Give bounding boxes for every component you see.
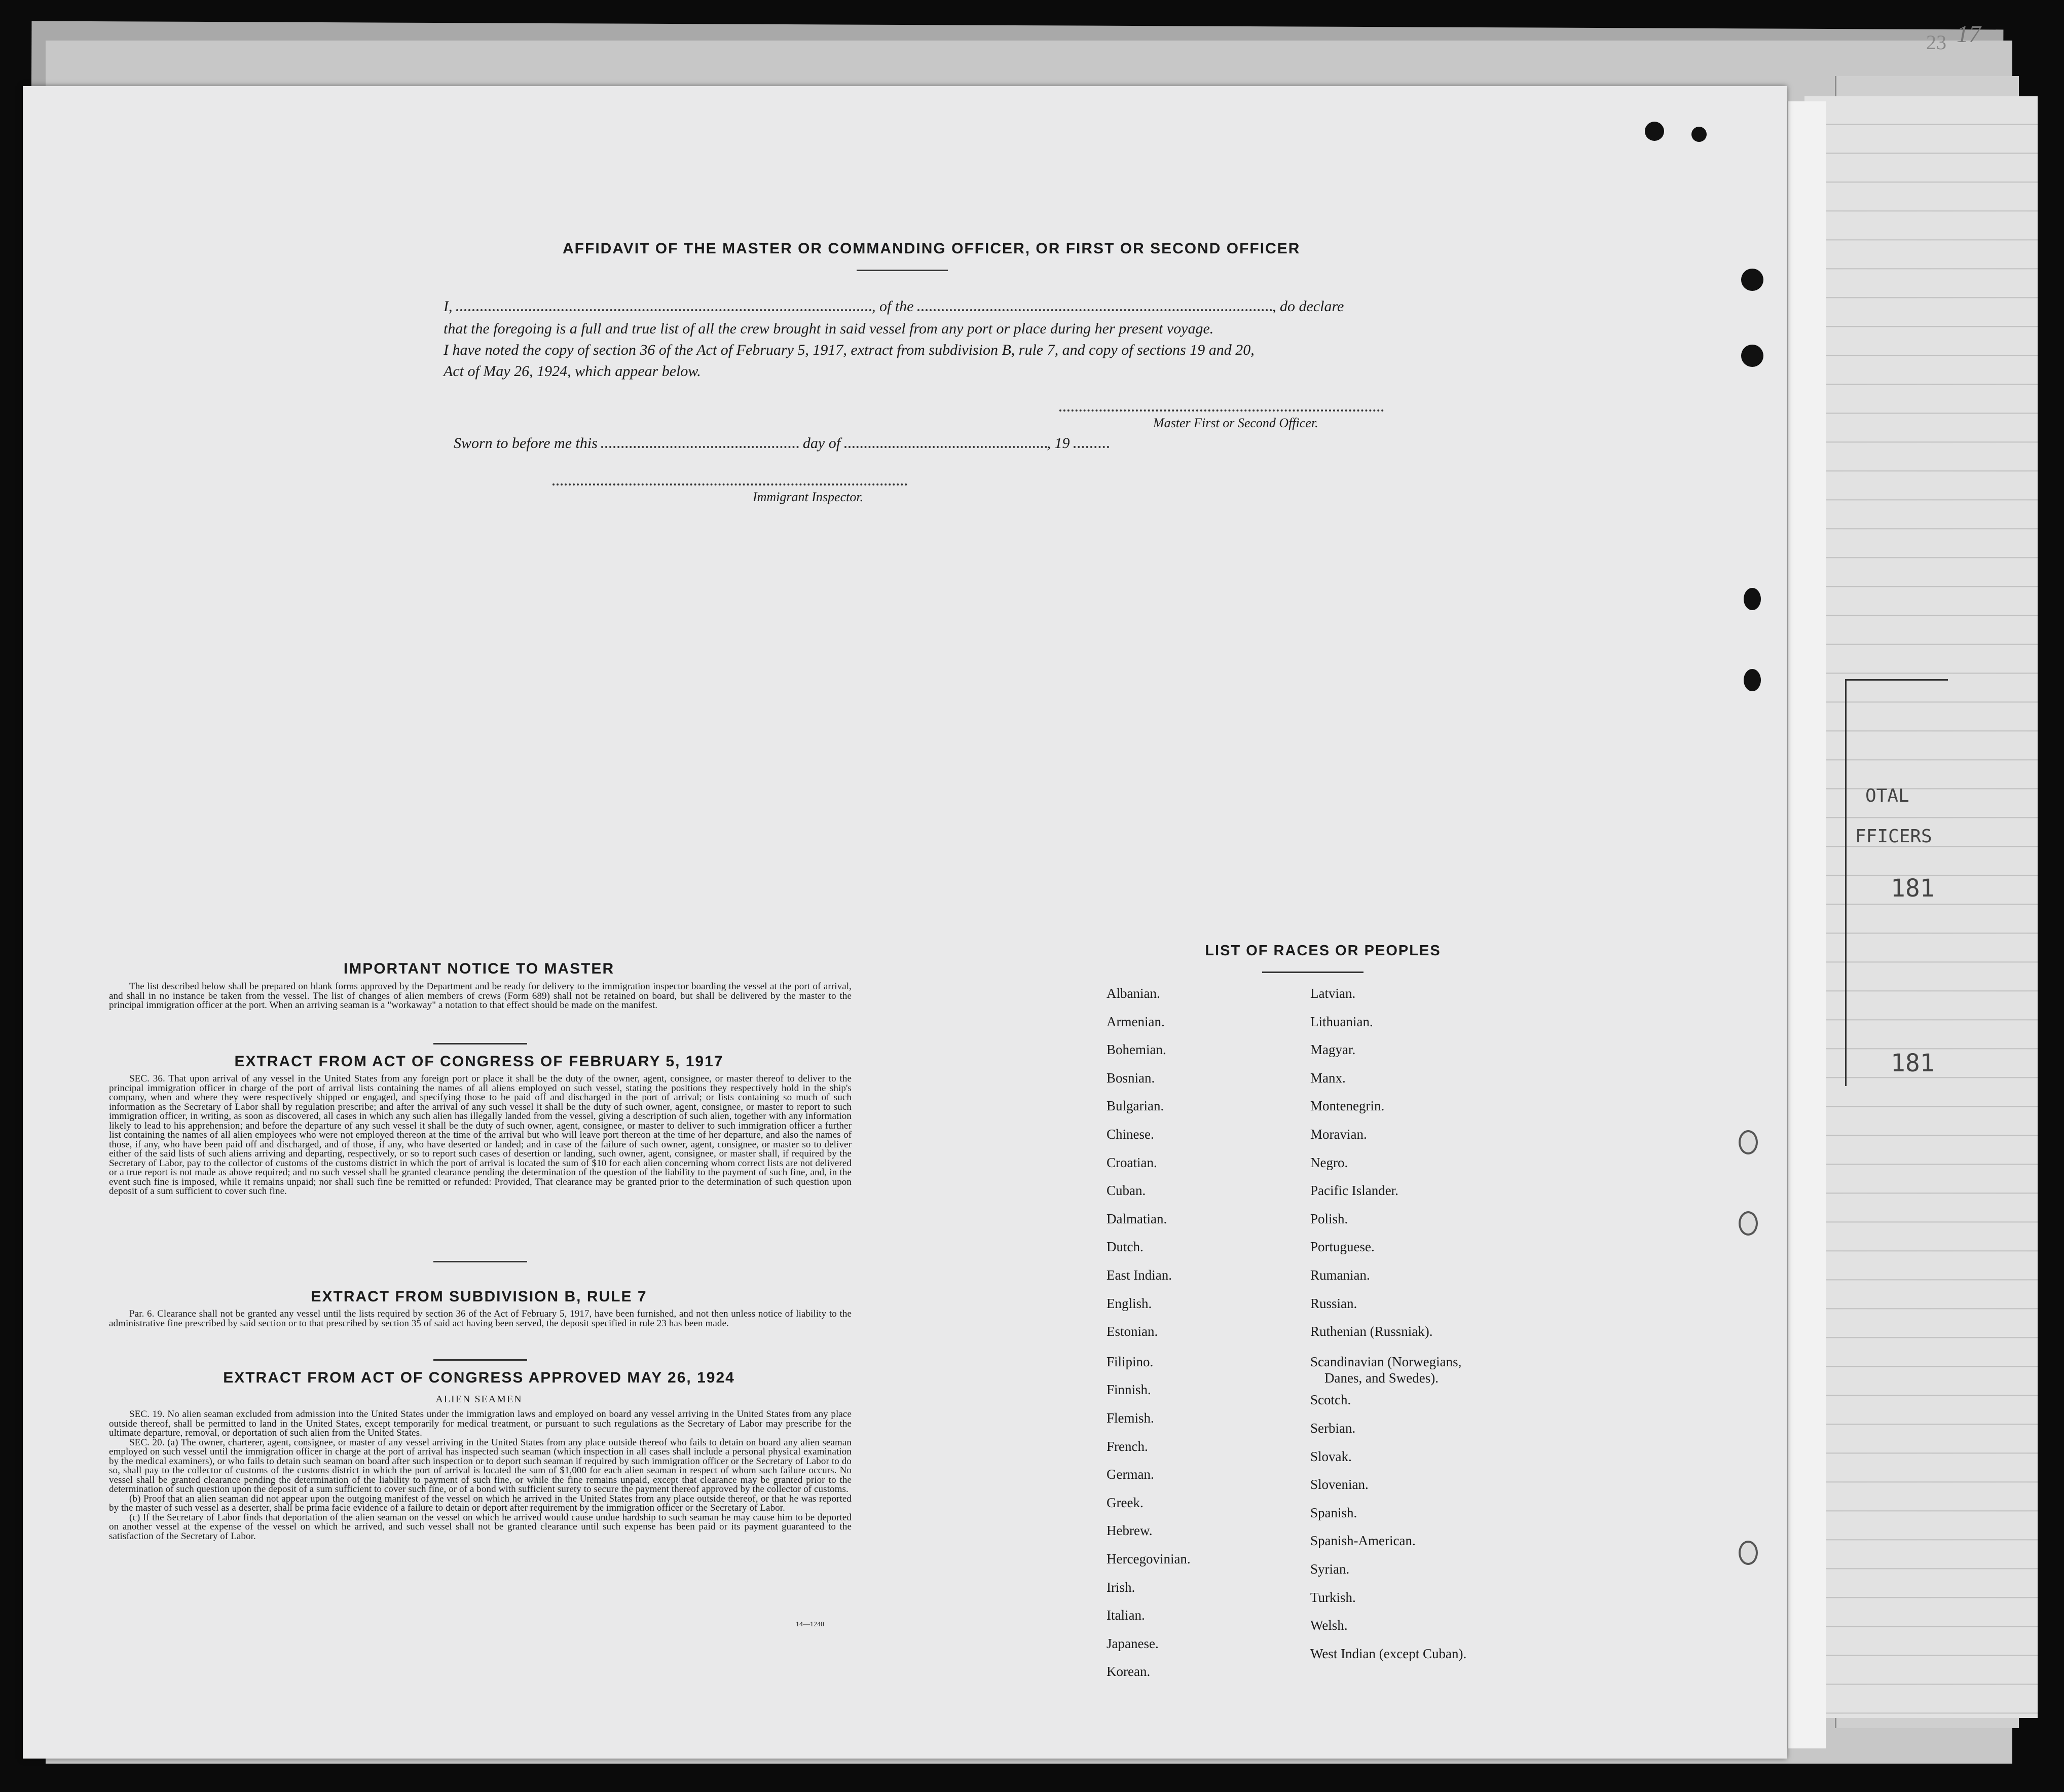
- form-number: 14—1240: [796, 1621, 824, 1628]
- race-item: Manx.: [1310, 1070, 1346, 1086]
- race-item: Pacific Islander.: [1310, 1183, 1398, 1199]
- race-item: Irish.: [1107, 1579, 1135, 1595]
- section-19-paragraph: SEC. 19. No alien seaman excluded from admission into the United States under the immigration laws and employed on board any vessel arriving in the United States from any place outside thereof, shall be permitted to land in the United States, except temporarily for medical treatment, or pursuant to such regulations as the Secretary of Labor may prescribe for the ultimate departure, removal, or deportation of such alien from the United States.: [109, 1409, 852, 1438]
- race-item: German.: [1107, 1467, 1154, 1482]
- race-item: Portuguese.: [1310, 1239, 1375, 1255]
- race-item: Italian.: [1107, 1608, 1145, 1623]
- corner-page-number: 17: [1957, 21, 1981, 48]
- race-item: English.: [1107, 1295, 1152, 1311]
- race-item: Russian.: [1310, 1295, 1357, 1311]
- extract-1924-title: EXTRACT FROM ACT OF CONGRESS APPROVED MAY 26, 1924: [223, 1369, 735, 1386]
- race-item: Scandinavian (Norwegians,: [1310, 1354, 1462, 1369]
- affidavit-declaration-line: [444, 298, 1344, 315]
- race-item: Cuban.: [1107, 1183, 1146, 1199]
- punch-hole: [1691, 127, 1707, 142]
- inspector-label: Immigrant Inspector.: [753, 490, 864, 504]
- extract-1924-text: [109, 1410, 852, 1541]
- race-item: Magyar.: [1310, 1042, 1356, 1058]
- race-item: West Indian (except Cuban).: [1310, 1646, 1467, 1661]
- sworn-day-field[interactable]: [601, 435, 799, 448]
- race-item: Croatian.: [1107, 1154, 1157, 1170]
- races-title: LIST OF RACES OR PEOPLES: [1205, 943, 1441, 959]
- race-item: Armenian.: [1107, 1014, 1165, 1029]
- race-item: Scotch.: [1310, 1392, 1351, 1408]
- sworn-year-field[interactable]: [1074, 435, 1109, 448]
- punch-hole: [1744, 588, 1761, 610]
- inspector-signature-field[interactable]: [552, 472, 907, 488]
- race-item: Estonian.: [1107, 1324, 1158, 1339]
- race-item: Rumanian.: [1310, 1267, 1370, 1283]
- race-item: Slovenian.: [1310, 1477, 1369, 1492]
- race-item: French.: [1107, 1438, 1148, 1454]
- sworn-prefix: Sworn to before me this: [454, 435, 598, 452]
- race-item: Bohemian.: [1107, 1042, 1166, 1058]
- race-item: Danes, and Swedes).: [1324, 1370, 1439, 1386]
- race-item: Korean.: [1107, 1664, 1151, 1679]
- race-item: Greek.: [1107, 1495, 1144, 1510]
- section-36-paragraph: SEC. 36. That upon arrival of any vessel in the United States from any foreign port or place it shall be the duty of the owner, agent, consignee, or master thereof to deliver to the principal immigration officer in charge of the port of arrival lists containing the names of all aliens employed on such vessel, stating the positions they respectively hold in the ship's company, when and where they were respectively shipped or engaged, and specifying those to be paid off and discharged in the port of arrival; or lists containing so much of such information as the Secretary of Labor shall by regulation prescribe; and after the arrival of any such vessel it shall be the duty of such owner, agent, consignee, or master to report to such immigration officer, in writing, as soon as discovered, all cases in which any such alien has illegally landed from the vessel, giving a description of such alien, together with any information likely to lead to his apprehension; and before the departure of any such vessel it shall be the duty of such owner, agent, consignee, or master to deliver to such immigration officer a further list containing the names of all alien employees who were not employed thereon at the time of the arrival but who will leave port thereon at the time of her departure, and also the names of those, if any, who have been paid off and discharged, and of those, if any, who have deserted or landed; and in case of the failure of such owner, agent, consignee, or master so to deliver either of the said lists of such aliens arriving and departing, respectively, or so to report such cases of desertion or landing, such owner, agent, consignee, or master shall, if required by the Secretary of Labor, pay to the collector of customs of the customs district in which the port of arrival is located the sum of $10 for each alien concerning whom correct lists are not delivered or a true report is not made as above required; and no such vessel shall be granted clearance pending the determination of the question of the liability to the payment of such fine, and, in the event such fine is imposed, while it remains unpaid; nor shall such fine be remitted or refunded: Provided, That clearance may be granted prior to the determination of such question upon deposit of a sum sufficient to cover such fine.: [109, 1073, 852, 1197]
- notice-title: IMPORTANT NOTICE TO MASTER: [343, 960, 615, 977]
- race-item: Dutch.: [1107, 1239, 1144, 1255]
- race-item: Hercegovinian.: [1107, 1551, 1191, 1566]
- punch-hole: [1744, 669, 1761, 691]
- master-name-field[interactable]: [456, 298, 872, 311]
- extract-1924-subtitle: ALIEN SEAMEN: [435, 1394, 523, 1405]
- sworn-line: [454, 435, 1109, 452]
- corner-number: 23: [1926, 31, 1946, 54]
- sworn-month-field[interactable]: [844, 435, 1047, 448]
- race-item: Slovak.: [1310, 1448, 1352, 1464]
- ring-hole: [1739, 1130, 1758, 1154]
- punch-hole: [1741, 345, 1763, 367]
- divider: [1262, 972, 1363, 973]
- page-edge-strip: [1787, 101, 1826, 1748]
- race-item: Spanish.: [1310, 1505, 1357, 1520]
- race-item: Albanian.: [1107, 986, 1160, 1001]
- divider: [433, 1043, 527, 1044]
- affidavit-i: I,: [444, 298, 453, 315]
- rule7-title: EXTRACT FROM SUBDIVISION B, RULE 7: [311, 1288, 647, 1305]
- sworn-year-label: , 19: [1047, 435, 1070, 452]
- punch-hole: [1645, 122, 1664, 141]
- race-item: Japanese.: [1107, 1635, 1159, 1651]
- ledger-mark: 181: [1891, 1049, 1935, 1077]
- race-item: Polish.: [1310, 1211, 1348, 1226]
- ledger-box: [1845, 679, 1948, 1086]
- race-item: Bosnian.: [1107, 1070, 1155, 1086]
- ring-hole: [1739, 1541, 1758, 1565]
- affidavit-text-line: Act of May 26, 1924, which appear below.: [444, 363, 701, 380]
- ledger-mark: FFICERS: [1855, 826, 1932, 847]
- notice-text: [109, 982, 852, 1011]
- notice-paragraph: The list described below shall be prepared on blank forms approved by the Department and be ready for delivery to the immigration inspector boarding the vessel at the port of arrival, and shall in no instance be taken from the vessel. The list of changes of alien members of crews (Form 689) shall not be retained on board, but shall be delivered by the master to the principal immigration officer at the port. When an arriving seaman is a "workaway" a notation to that effect should be made on the manifest.: [109, 981, 852, 1011]
- affidavit-of-the: , of the: [872, 298, 914, 315]
- rule7-paragraph: Par. 6. Clearance shall not be granted any vessel until the lists required by section 36 of the Act of February 5, 1917, have been furnished, and not then unless notice of liability to the administrative fine prescribed by said section or to that prescribed by section 35 of said act having been served, the deposit specified in rule 23 has been made.: [109, 1309, 852, 1329]
- race-item: Spanish-American.: [1310, 1533, 1416, 1549]
- sworn-day-label: day of: [802, 435, 841, 452]
- section-20a-paragraph: SEC. 20. (a) The owner, charterer, agent, consignee, or master of any vessel arriving in the United States from any place outside thereof who fails to detain on board any alien seaman employed on such vessel until the immigration officer in charge at the port of arrival has inspected such seaman (which inspection in all cases shall include a personal physical examination by the medical examiners), or who fails to detain such seaman on board after such inspection or to deport such seaman if required by such immigration officer or the Secretary of Labor to do so, shall pay to the collector of customs of the customs district in which the port of arrival is located the sum of $1,000 for each alien seaman in respect of whom such failure occurs. No vessel shall be granted clearance pending the determination of the liability to payment of such fine, or while the fine remains unpaid, except that clearance may be granted prior to the determination of such question upon the deposit of a sum sufficient to cover such fine, or of a bond with sufficient surety to secure the payment thereof approved by the collector of customs.: [109, 1437, 852, 1495]
- affidavit-text-line: that the foregoing is a full and true list of all the crew brought in said vessel from any port or place during her present voyage.: [444, 320, 1214, 337]
- manifest-page: [23, 86, 1787, 1759]
- vessel-name-field[interactable]: [917, 298, 1272, 311]
- extract-1917-title: EXTRACT FROM ACT OF CONGRESS OF FEBRUARY 5, 1917: [234, 1053, 724, 1070]
- divider: [433, 1359, 527, 1361]
- race-item: Serbian.: [1310, 1421, 1356, 1436]
- affidavit-declare: , do declare: [1272, 298, 1344, 315]
- divider: [433, 1261, 527, 1262]
- race-item: Filipino.: [1107, 1354, 1154, 1369]
- race-item: Bulgarian.: [1107, 1098, 1164, 1114]
- divider: [857, 270, 948, 271]
- race-item: Finnish.: [1107, 1382, 1151, 1398]
- punch-hole: [1741, 269, 1763, 291]
- ring-hole: [1739, 1211, 1758, 1236]
- extract-1917-text: [109, 1074, 852, 1197]
- rule7-text: [109, 1310, 852, 1328]
- race-item: Turkish.: [1310, 1589, 1356, 1605]
- race-item: Montenegrin.: [1310, 1098, 1385, 1114]
- master-signature-label: Master First or Second Officer.: [1153, 416, 1318, 430]
- race-item: Moravian.: [1310, 1127, 1367, 1142]
- race-item: Negro.: [1310, 1154, 1348, 1170]
- race-item: Latvian.: [1310, 986, 1356, 1001]
- ledger-mark: OTAL: [1865, 786, 1909, 806]
- race-item: Flemish.: [1107, 1410, 1154, 1426]
- race-item: Chinese.: [1107, 1127, 1154, 1142]
- race-item: Hebrew.: [1107, 1523, 1153, 1539]
- race-item: Syrian.: [1310, 1561, 1350, 1577]
- race-item: East Indian.: [1107, 1267, 1172, 1283]
- race-item: Lithuanian.: [1310, 1014, 1373, 1029]
- race-item: Ruthenian (Russniak).: [1310, 1324, 1433, 1339]
- ledger-sheet: [1804, 96, 2038, 1718]
- affidavit-text-line: I have noted the copy of section 36 of the Act of February 5, 1917, extract from subdivision B, rule 7, and copy of sections 19 and 20,: [444, 342, 1255, 358]
- master-signature-field[interactable]: [1059, 398, 1384, 414]
- ledger-mark: 181: [1891, 874, 1935, 903]
- race-item: Dalmatian.: [1107, 1211, 1167, 1226]
- affidavit-title: AFFIDAVIT OF THE MASTER OR COMMANDING OFFICER, OR FIRST OR SECOND OFFICER: [563, 240, 1301, 257]
- race-item: Welsh.: [1310, 1618, 1348, 1633]
- section-20c-paragraph: (c) If the Secretary of Labor finds that deportation of the alien seaman on the vessel on which he arrived would cause undue hardship to such seaman he may cause him to be deported on another vessel at the expense of the vessel on which he arrived, and such vessel shall not be granted clearance until such expense has been paid or its payment guaranteed to the satisfaction of the Secretary of Labor.: [109, 1512, 852, 1542]
- section-20b-paragraph: (b) Proof that an alien seaman did not appear upon the outgoing manifest of the vessel on which he arrived in the United States from any place outside thereof, or that he was reported by the master of such vessel as a deserter, shall be prima facie evidence of a failure to detain or deport after requirement by the immigration officer or the Secretary of Labor.: [109, 1493, 852, 1513]
